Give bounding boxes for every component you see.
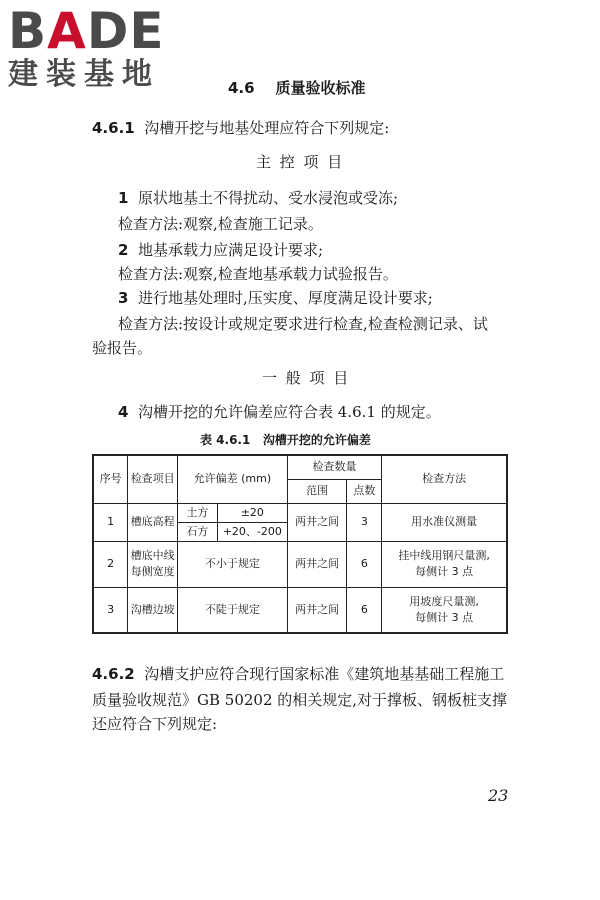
cell-method-line: 每侧计 3 点 — [415, 565, 474, 578]
item-text: 沟槽开挖的允许偏差应符合表 4.6.1 的规定。 — [137, 403, 441, 421]
cell-item-line: 每侧宽度 — [130, 565, 175, 578]
table-caption-title: 沟槽开挖的允许偏差 — [262, 433, 371, 447]
check-method-2: 检查方法:观察,检查地基承载力试验报告。 — [118, 265, 398, 283]
check-method-3-cont: 验报告。 — [92, 339, 153, 357]
cell-type: 土方 — [178, 503, 218, 522]
header-tolerance: 允许偏差 (mm) — [178, 455, 288, 503]
item-number: 4 — [118, 403, 129, 421]
cell-points: 6 — [347, 541, 382, 587]
cell-method-line: 每侧计 3 点 — [415, 610, 474, 624]
cell-item: 沟槽边坡 — [128, 587, 178, 633]
item-1 — [118, 188, 398, 208]
item-3 — [118, 288, 433, 308]
cell-tolerance: 不小于规定 — [178, 541, 288, 587]
cell-no: 3 — [93, 587, 128, 633]
cell-tolerance: ±20 — [217, 503, 287, 522]
section-heading — [228, 78, 365, 98]
item-number: 2 — [118, 241, 129, 259]
page-number: 23 — [488, 786, 509, 805]
item-2 — [118, 240, 323, 260]
cell-points: 3 — [347, 503, 382, 541]
cell-item: 槽底高程 — [128, 503, 178, 541]
section-title: 质量验收标准 — [275, 79, 366, 97]
logo-letter-a: A — [47, 2, 87, 60]
logo-letter-b: B — [8, 2, 48, 60]
logo-wordmark — [8, 4, 178, 58]
item-text: 地基承载力应满足设计要求; — [137, 241, 324, 259]
cell-item-line: 槽底中线 — [130, 549, 175, 562]
header-range: 范围 — [287, 479, 347, 503]
cell-tolerance: +20、-200 — [217, 522, 287, 541]
cell-method: 用水准仪测量 — [382, 503, 507, 541]
cell-method-line: 挂中线用钢尺量测, — [398, 549, 490, 562]
check-method-3: 检查方法:按设计或规定要求进行检查,检查检测记录、试 — [118, 315, 488, 333]
item-text: 进行地基处理时,压实度、厚度满足设计要求; — [137, 289, 433, 307]
table-row — [93, 503, 507, 522]
header-points: 点数 — [347, 479, 382, 503]
clause-number: 4.6.2 — [92, 665, 135, 683]
cell-item — [128, 541, 178, 587]
clause-4-6-2 — [92, 664, 504, 684]
clause-number: 4.6.1 — [92, 119, 135, 137]
item-text: 原状地基土不得扰动、受水浸泡或受冻; — [137, 189, 399, 207]
logo-subtitle: 建装基地 — [8, 57, 160, 92]
cell-tolerance: 不陡于规定 — [178, 587, 288, 633]
clause-text: 沟槽开挖与地基处理应符合下列规定: — [144, 119, 390, 137]
section-number: 4.6 — [228, 79, 255, 97]
logo — [8, 4, 178, 92]
clause-4-6-2-line2: 质量验收规范》GB 50202 的相关规定,对于撑板、钢板桩支撑 — [92, 691, 508, 709]
check-method-1: 检查方法:观察,检查施工记录。 — [118, 215, 323, 233]
general-heading: 一 般 项 目 — [262, 369, 351, 387]
item-number: 1 — [118, 189, 129, 207]
cell-range: 两井之间 — [287, 587, 347, 633]
cell-range: 两井之间 — [287, 541, 347, 587]
item-number: 3 — [118, 289, 129, 307]
table-row — [93, 587, 507, 633]
clause-4-6-2-line3: 还应符合下列规定: — [92, 715, 218, 733]
cell-method — [382, 587, 507, 633]
cell-points: 6 — [347, 587, 382, 633]
table-caption-number: 表 4.6.1 — [200, 433, 251, 447]
logo-letters-de: DE — [86, 2, 165, 60]
cell-method — [382, 541, 507, 587]
table-caption — [200, 432, 371, 448]
header-method: 检查方法 — [382, 455, 507, 503]
cell-method-line: 用坡度尺量测, — [409, 594, 479, 608]
header-quantity: 检查数量 — [287, 455, 381, 479]
table-row — [93, 541, 507, 587]
clause-4-6-1 — [92, 118, 389, 138]
header-item: 检查项目 — [128, 455, 178, 503]
cell-type: 石方 — [178, 522, 218, 541]
header-no: 序号 — [93, 455, 128, 503]
cell-range: 两井之间 — [287, 503, 347, 541]
clause-line: 沟槽支护应符合现行国家标准《建筑地基基础工程施工 — [144, 665, 505, 683]
tolerance-table — [92, 454, 508, 634]
cell-no: 1 — [93, 503, 128, 541]
cell-no: 2 — [93, 541, 128, 587]
main-control-heading: 主 控 项 目 — [256, 153, 345, 171]
item-4 — [118, 402, 441, 422]
